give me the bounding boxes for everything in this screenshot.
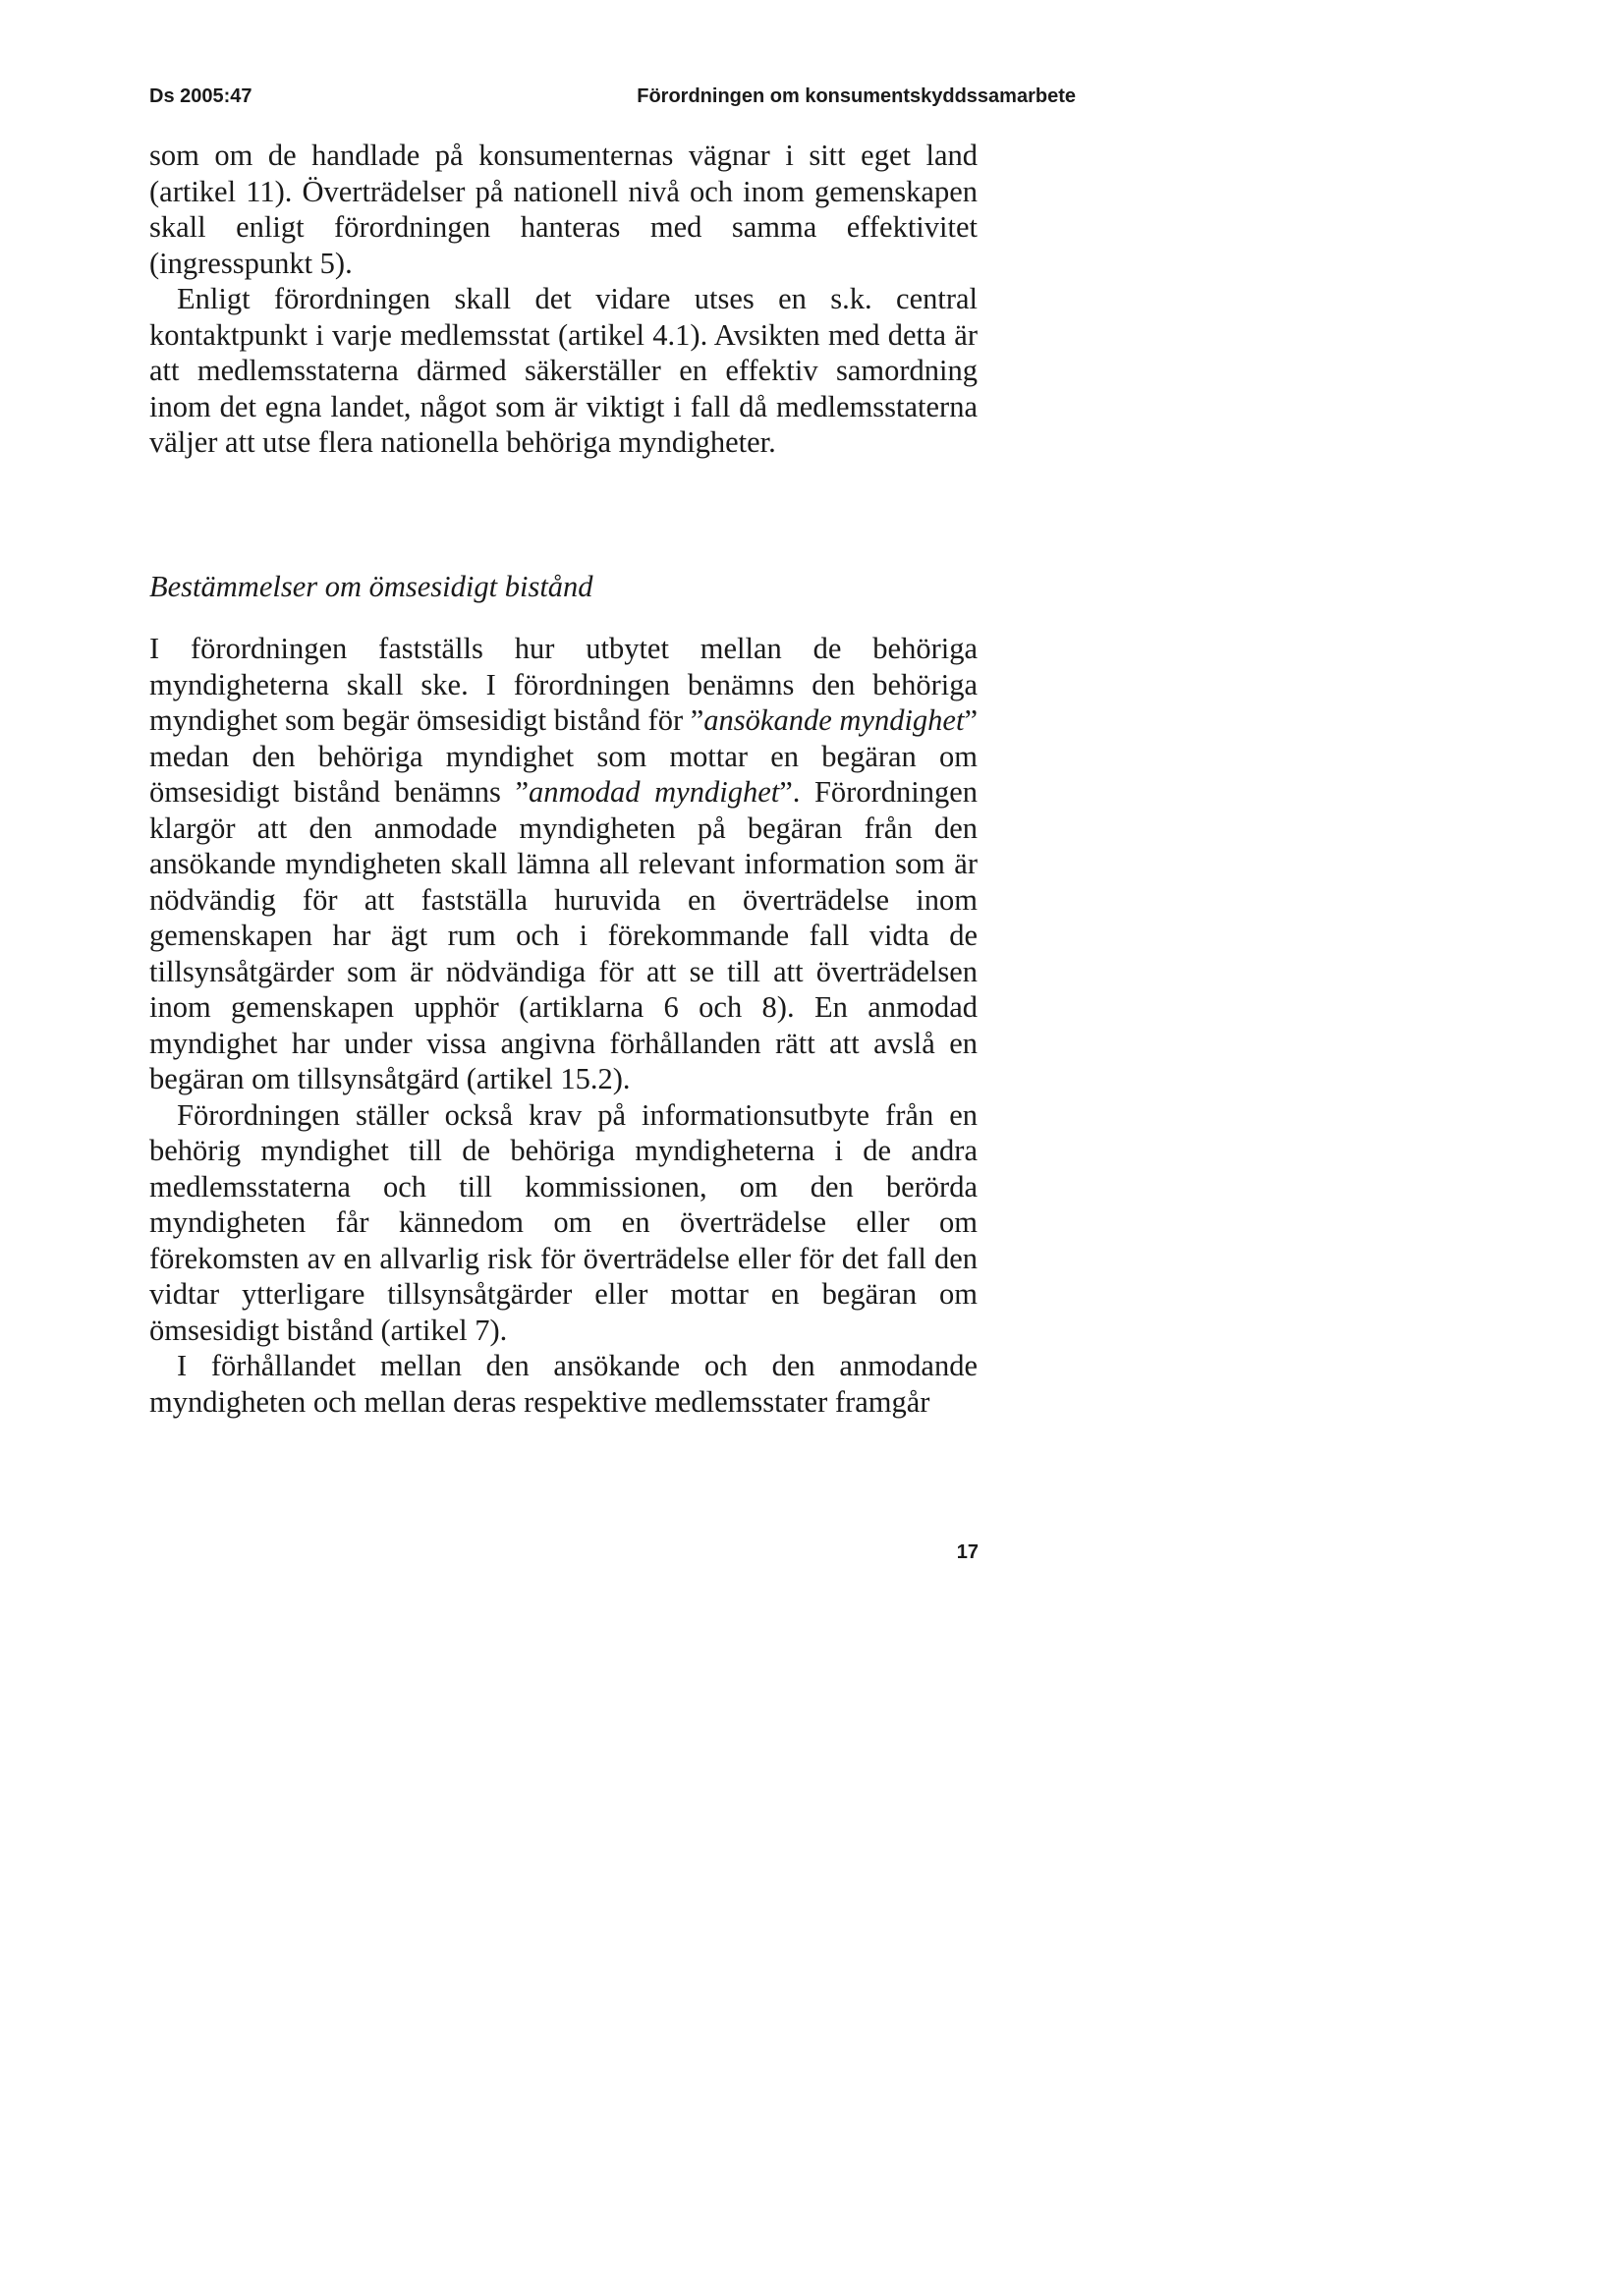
defined-term: ansökande myndighet: [703, 703, 965, 737]
chapter-title: Förordningen om konsumentskyddssamarbete: [637, 85, 1076, 107]
section-text: [149, 631, 978, 1420]
document-reference: Ds 2005:47: [149, 85, 252, 107]
text-run: ” medan den behöriga myndighet som mottar en begäran om ömsesidigt bistånd benämns ”: [149, 703, 978, 809]
text-run: I förordningen fastställs hur utbytet mellan de behöriga myndigheterna skall ske. I förordningen benämns den behöriga myndighet som begär ömsesidigt bistånd för ”: [149, 632, 978, 737]
running-header: [149, 81, 1076, 112]
paragraph: Enligt förordningen skall det vidare utses en s.k. central kontaktpunkt i varje medlemsstat (artikel 4.1). Avsikten med detta är att medlemsstaterna därmed säkerställer en effektiv samordning inom det egna landet, något som är viktigt i fall då medlemsstaterna väljer att utse flera nationella behöriga myndigheter.: [149, 282, 978, 459]
page-number: 17: [956, 1541, 979, 1563]
paragraph: Förordningen ställer också krav på informationsutbyte från en behörig myndighet till de behöriga myndigheterna i de andra medlemsstaterna och till kommissionen, om den berörda myndigheten får kännedom om en överträdelse eller om förekomsten av en allvarlig risk för överträdelse eller för det fall den vidtar ytterligare tillsynsåtgärder eller mottar en begäran om ömsesidigt bistånd (artikel 7).: [149, 1097, 978, 1347]
text-run: ”. Förordningen klargör att den anmodade myndigheten på begäran från den ansökande myndigheten skall lämna all relevant information som är nödvändig för att fastställa huruvida en överträdelse inom gemenskapen har ägt rum och i förekommande fall vidta de tillsynsåtgärder som är nödvändiga för att se till att överträdelsen inom gemenskapen upphör (artiklarna 6 och 8). En anmodad myndighet har under vissa angivna förhållanden rätt att avslå en begäran om tillsynsåtgärd (artikel 15.2).: [149, 775, 978, 1095]
paragraph: I förhållandet mellan den ansökande och den anmodande myndigheten och mellan deras respektive medlemsstater framgår: [149, 1349, 978, 1419]
paragraph: som om de handlade på konsumenternas vägnar i sitt eget land (artikel 11). Överträdelser på nationell nivå och inom gemenskapen skall enligt förordningen hanteras med samma effektivitet (ingresspunkt 5).: [149, 139, 978, 280]
defined-term: anmodad myndighet: [529, 775, 780, 809]
paragraph: [149, 631, 978, 1097]
section-heading: Bestämmelser om ömsesidigt bistånd: [149, 570, 593, 603]
intro-text: [149, 138, 978, 461]
